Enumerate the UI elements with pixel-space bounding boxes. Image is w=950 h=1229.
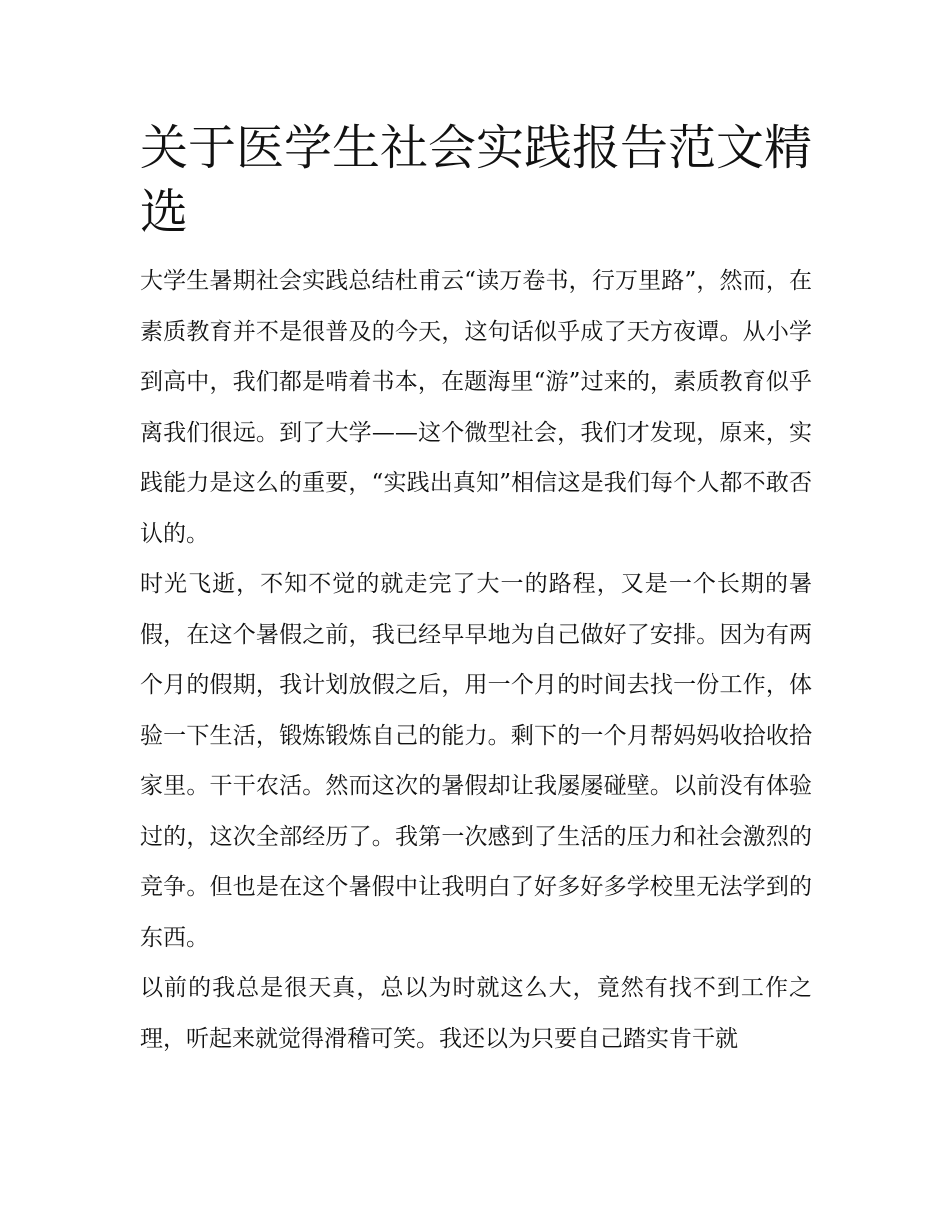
paragraph: 时光飞逝，不知不觉的就走完了大一的路程，又是一个长期的暑假，在这个暑假之前，我已经早早地为自己做好了安排。因为有两个月的假期，我计划放假之后，用一个月的时间去找一份工作，体验一下生活，锻炼锻炼自己的能力。剩下的一个月帮妈妈收拾收拾家里。干干农活。然而这次的暑假却让我屡屡碰壁。以前没有体验过的，这次全部经历了。我第一次感到了生活的压力和社会激烈的竞争。但也是在这个暑假中让我明白了好多好多学校里无法学到的东西。 [140,571,812,951]
paragraph: 大学生暑期社会实践总结杜甫云“读万卷书，行万里路”，然而，在素质教育并不是很普及的今天，这句话似乎成了天方夜谭。从小学到高中，我们都是啃着书本，在题海里“游”过来的，素质教育似乎离我们很远。到了大学——这个微型社会，我们才发现，原来，实践能力是这么的重要，“实践出真知”相信这是我们每个人都不敢否认的。 [140,268,812,547]
document-body [140,256,812,1064]
document-title: 关于医学生社会实践报告范文精选 [140,120,813,240]
document-content [140,116,812,1064]
paragraph: 以前的我总是很天真，总以为时就这么大，竟然有找不到工作之理，听起来就觉得滑稽可笑。我还以为只要自己踏实肯干就 [140,975,812,1052]
